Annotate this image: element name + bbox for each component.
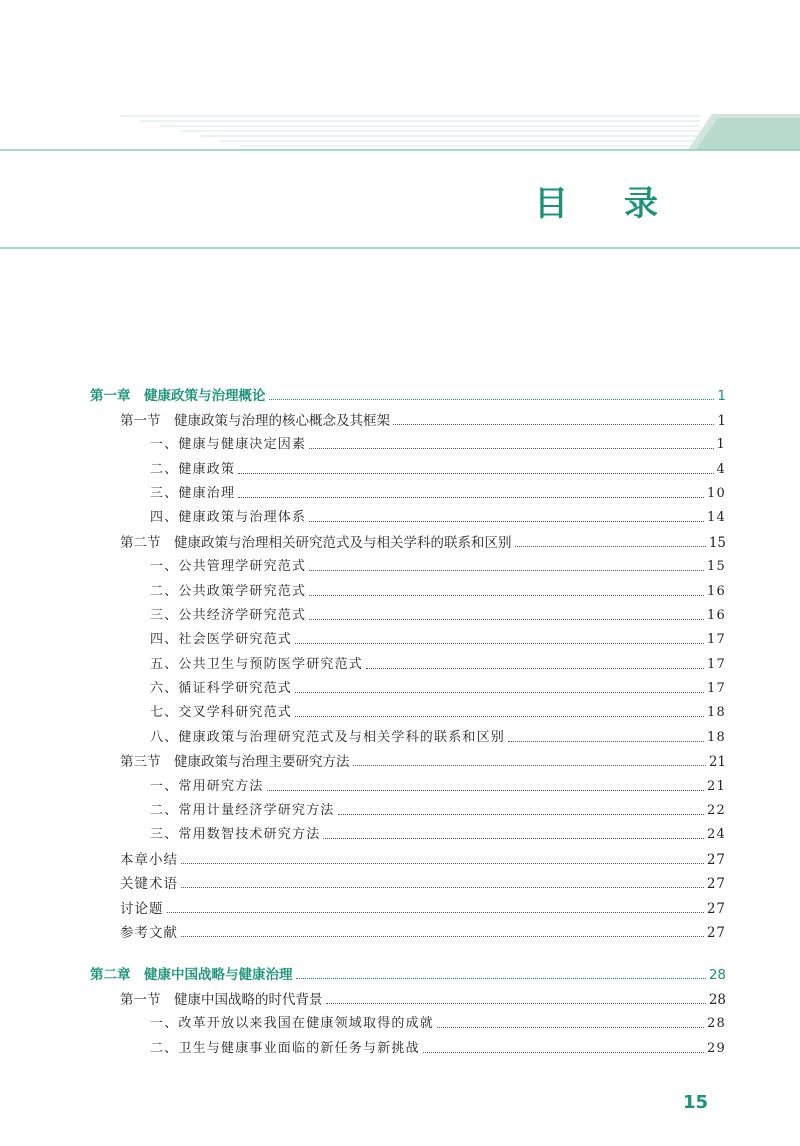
toc-entry-page: 21 bbox=[707, 778, 726, 794]
toc-entry-page: 18 bbox=[707, 729, 726, 745]
toc-entry-label: 讨论题 bbox=[120, 900, 164, 917]
toc-section[interactable] bbox=[90, 526, 726, 550]
chapter-gap bbox=[90, 941, 726, 959]
leader-dots bbox=[309, 521, 704, 522]
toc-subsection[interactable] bbox=[90, 453, 726, 477]
toc-entry-page: 18 bbox=[707, 705, 726, 721]
toc-entry-label: 参考文献 bbox=[120, 924, 178, 941]
toc-subsection[interactable] bbox=[90, 770, 726, 794]
toc-subsection[interactable] bbox=[90, 551, 726, 575]
toc-subsection[interactable] bbox=[90, 819, 726, 843]
leader-dots bbox=[309, 570, 704, 571]
toc-entry-label: 第二节 健康政策与治理相关研究范式及与相关学科的联系和区别 bbox=[120, 534, 512, 551]
toc-entry-page: 28 bbox=[707, 1016, 726, 1032]
toc-entry-label: 一、常用研究方法 bbox=[150, 778, 264, 794]
toc-entry-page: 17 bbox=[707, 681, 726, 697]
toc-entry-page: 28 bbox=[708, 967, 726, 984]
toc-entry-page: 17 bbox=[707, 656, 726, 672]
toc-section[interactable] bbox=[90, 983, 726, 1007]
toc-entry-label: 二、公共政策学研究范式 bbox=[150, 583, 307, 599]
table-of-contents bbox=[90, 380, 726, 1057]
toc-entry-label: 二、健康政策 bbox=[150, 461, 236, 477]
leader-dots bbox=[296, 978, 706, 979]
leader-dots bbox=[437, 1027, 704, 1028]
leader-dots bbox=[181, 863, 704, 864]
toc-subsection[interactable] bbox=[90, 673, 726, 697]
toc-entry-label: 六、循证科学研究范式 bbox=[150, 681, 293, 697]
toc-subsection[interactable] bbox=[90, 575, 726, 599]
leader-dots bbox=[309, 619, 704, 620]
toc-entry-label: 第二章 健康中国战略与健康治理 bbox=[90, 967, 293, 984]
toc-subsection[interactable] bbox=[90, 429, 726, 453]
toc-entry-page: 14 bbox=[707, 510, 726, 526]
leader-dots bbox=[238, 497, 704, 498]
toc-subsection[interactable] bbox=[90, 697, 726, 721]
leader-dots bbox=[269, 399, 715, 400]
toc-entry-label: 四、社会医学研究范式 bbox=[150, 632, 293, 648]
page-title: 目 录 bbox=[534, 184, 680, 224]
toc-entry-label: 二、卫生与健康事业面临的新任务与新挑战 bbox=[150, 1040, 420, 1056]
toc-entry-page: 4 bbox=[716, 461, 726, 477]
leader-dots bbox=[167, 912, 704, 913]
leader-dots bbox=[515, 546, 706, 547]
leader-dots bbox=[181, 887, 704, 888]
toc-entry-page: 15 bbox=[708, 534, 726, 551]
toc-section[interactable] bbox=[90, 746, 726, 770]
toc-subsection[interactable] bbox=[90, 478, 726, 502]
toc-chapter[interactable] bbox=[90, 380, 726, 404]
page-number: 15 bbox=[682, 1092, 708, 1113]
leader-dots bbox=[267, 790, 704, 791]
toc-entry-label: 七、交叉学科研究范式 bbox=[150, 705, 293, 721]
toc-section[interactable] bbox=[90, 404, 726, 428]
toc-entry-label: 三、常用数智技术研究方法 bbox=[150, 827, 321, 843]
toc-chapter-extra[interactable] bbox=[90, 843, 726, 867]
toc-chapter-extra[interactable] bbox=[90, 917, 726, 941]
leader-dots bbox=[393, 424, 714, 425]
toc-entry-label: 第一节 健康政策与治理的核心概念及其框架 bbox=[120, 412, 390, 429]
leader-dots bbox=[326, 1003, 706, 1004]
toc-entry-label: 第一节 健康中国战略的时代背景 bbox=[120, 991, 323, 1008]
toc-entry-label: 三、健康治理 bbox=[150, 485, 236, 501]
leader-dots bbox=[309, 448, 713, 449]
toc-subsection[interactable] bbox=[90, 502, 726, 526]
toc-entry-page: 27 bbox=[706, 924, 726, 941]
toc-entry-label: 本章小结 bbox=[120, 851, 178, 868]
toc-entry-label: 四、健康政策与治理体系 bbox=[150, 510, 307, 526]
toc-entry-page: 1 bbox=[717, 388, 726, 405]
toc-entry-page: 15 bbox=[707, 559, 726, 575]
leader-dots bbox=[366, 668, 704, 669]
toc-entry-label: 第一章 健康政策与治理概论 bbox=[90, 388, 266, 405]
leader-dots bbox=[309, 595, 704, 596]
toc-entry-page: 1 bbox=[716, 437, 726, 453]
leader-dots bbox=[295, 716, 704, 717]
toc-entry-page: 28 bbox=[708, 991, 726, 1008]
toc-entry-label: 一、改革开放以来我国在健康领域取得的成就 bbox=[150, 1016, 435, 1032]
toc-entry-label: 二、常用计量经济学研究方法 bbox=[150, 803, 335, 819]
header-decoration bbox=[0, 0, 800, 260]
toc-entry-page: 24 bbox=[707, 827, 726, 843]
toc-chapter-extra[interactable] bbox=[90, 868, 726, 892]
toc-entry-page: 1 bbox=[717, 412, 726, 429]
toc-subsection[interactable] bbox=[90, 721, 726, 745]
leader-dots bbox=[295, 692, 704, 693]
toc-subsection[interactable] bbox=[90, 1032, 726, 1056]
leader-dots bbox=[181, 936, 704, 937]
leader-dots bbox=[323, 838, 704, 839]
toc-entry-label: 关键术语 bbox=[120, 876, 178, 893]
leader-dots bbox=[295, 643, 704, 644]
toc-entry-label: 八、健康政策与治理研究范式及与相关学科的联系和区别 bbox=[150, 729, 506, 745]
toc-entry-page: 16 bbox=[707, 583, 726, 599]
toc-subsection[interactable] bbox=[90, 795, 726, 819]
toc-entry-label: 一、公共管理学研究范式 bbox=[150, 559, 307, 575]
toc-entry-page: 22 bbox=[707, 803, 726, 819]
toc-entry-label: 三、公共经济学研究范式 bbox=[150, 607, 307, 623]
toc-entry-page: 10 bbox=[707, 485, 726, 501]
toc-subsection[interactable] bbox=[90, 600, 726, 624]
leader-dots bbox=[338, 814, 704, 815]
toc-entry-page: 21 bbox=[708, 754, 726, 771]
leader-dots bbox=[423, 1052, 704, 1053]
toc-entry-page: 29 bbox=[707, 1040, 726, 1056]
header-band bbox=[0, 0, 800, 260]
leader-dots bbox=[238, 473, 713, 474]
toc-entry-page: 27 bbox=[706, 876, 726, 893]
toc-subsection[interactable] bbox=[90, 1008, 726, 1032]
toc-subsection[interactable] bbox=[90, 648, 726, 672]
toc-entry-page: 27 bbox=[706, 900, 726, 917]
toc-entry-page: 27 bbox=[706, 851, 726, 868]
toc-entry-label: 一、健康与健康决定因素 bbox=[150, 437, 307, 453]
toc-chapter-extra[interactable] bbox=[90, 892, 726, 916]
toc-entry-page: 16 bbox=[707, 607, 726, 623]
leader-dots bbox=[508, 741, 704, 742]
toc-entry-label: 第三节 健康政策与治理主要研究方法 bbox=[120, 754, 350, 771]
toc-entry-page: 17 bbox=[707, 632, 726, 648]
toc-entry-label: 五、公共卫生与预防医学研究范式 bbox=[150, 656, 364, 672]
leader-dots bbox=[353, 765, 706, 766]
toc-subsection[interactable] bbox=[90, 624, 726, 648]
toc-chapter[interactable] bbox=[90, 959, 726, 983]
